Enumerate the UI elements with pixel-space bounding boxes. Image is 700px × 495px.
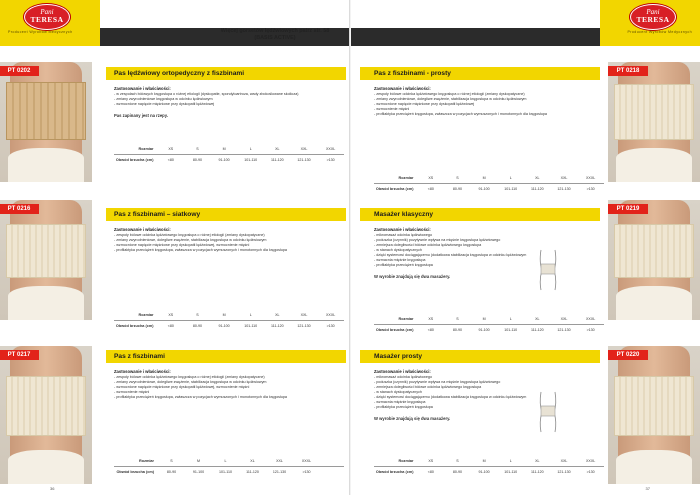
usage-line: - profilaktyka przeciążeń kręgosłupa, zwłaszcza w pozycjach wymuszonych i monotonnych dla kręgosłupa [374,111,547,116]
size-header-label: Rozmiar [398,176,414,180]
size-header-row [114,456,344,466]
size-header-cell: XS [168,147,174,151]
size-header-cell: L [249,147,252,151]
size-cell: 101-110 [244,158,258,162]
size-cell: 121-130 [557,470,571,474]
size-header-cell: M [482,176,486,180]
logo-line-1: Pani [40,8,54,16]
size-header-cell: S [196,147,199,151]
size-cell: 91-100 [478,470,490,474]
size-cell: >130 [326,324,335,328]
size-header-cell: S [456,317,459,321]
size-header-cell: XXXL [586,459,596,463]
size-row-label: Obwód brzucha (cm) [115,324,154,328]
size-cell: 91-100 [478,328,490,332]
size-header-label: Rozmiar [139,459,154,463]
product-photo [608,200,700,320]
torso-outline-illustration [535,248,561,292]
usage-line: - zespoły bólowe odcinka lędźwiowego kręgosłupa o różnej etiologii (zmiany dyskopatyczne) [114,232,265,237]
usage-line: - wzmocnione napięcie mięśniowe przy dyskopatii lędźwiowej, wzmocnienie mięśni [114,242,250,247]
size-header-cell: XXL [300,147,308,151]
size-table [374,173,604,194]
size-cell: 121-130 [557,187,571,191]
size-header-row [114,310,344,320]
product-description [374,227,598,279]
size-cell: 80-90 [452,187,463,191]
size-header-cell: S [196,313,199,317]
size-header-cell: XXXL [326,313,336,317]
product-section [106,208,346,338]
size-cell: 111-120 [271,158,284,162]
size-header-cell: L [249,313,252,317]
product-title-bar [106,208,346,221]
cross-reference-note [195,28,350,42]
size-table [374,314,604,335]
product-title-bar [360,208,600,221]
product-description [114,227,338,253]
size-header-cell: XXXL [326,147,336,151]
size-header-row [114,144,344,154]
extra-note: W wyrobie znajdują się dwa masażery. [374,415,451,421]
product-code-tag: PT 0217 [0,350,39,360]
size-header-cell: XXL [560,459,568,463]
product-description [114,86,338,118]
product-title-bar [360,67,600,80]
size-header-cell: XXXL [301,459,312,463]
size-cell: 101-110 [504,470,518,474]
size-header-cell: S [456,176,459,180]
extra-note: Pas zapinany jest na rzepy. [114,112,168,118]
product-code-tag: PT 0216 [0,204,39,214]
usage-line: - poduszka (czynnik) pozytywnie wpływa na mięśnie kręgosłupa lędźwiowego [374,379,501,384]
size-header-cell: XS [428,459,434,463]
size-header-cell: XXL [300,313,308,317]
product-title: Masażer prosty [374,353,423,360]
size-cell: >130 [586,328,595,332]
header-dark-strip [350,28,600,46]
product-title-bar [106,67,346,80]
size-header-cell: XL [535,176,540,180]
size-table [114,456,344,477]
size-header-cell: XL [535,317,540,321]
size-cell: <80 [427,470,434,474]
usage-heading: Zastosowanie i właściwości: [114,369,171,374]
size-cell: 111-120 [531,187,544,191]
size-header-cell: M [482,317,486,321]
size-cell: 80-90 [452,328,463,332]
note-line-2: (BASIS ACTIVE) [254,35,296,42]
size-header-cell: S [456,459,459,463]
usage-line: - zmiany zwyrodnieniowe, dolegliwe zwężenie, stabilizacja kręgosłupa w odcinku lędźwiowym [114,237,267,242]
brand-tagline: Producent Wyrobów Medycznych [627,30,692,34]
size-header-cell: XS [168,313,174,317]
product-title: Pas z fiszbinami - prosty [374,70,451,77]
usage-line: - zmiany zwyrodnieniowe, dolegliwe zwężenie, stabilizacja kręgosłupa w odcinku lędźwiowym [374,96,527,101]
product-photo [0,200,92,320]
size-header-cell: L [509,317,512,321]
size-value-row [114,154,344,165]
usage-line: - wzmacnia mięśnie kręgosłupa [374,399,426,404]
size-row-label: Obwód brzucha (cm) [375,470,414,474]
size-header-label: Rozmiar [398,459,414,463]
size-header-cell: XXL [560,317,568,321]
size-cell: 80-90 [452,470,463,474]
size-cell: 101-110 [504,328,518,332]
note-line-1: Więcej gorsetów lędźwiowych patrz str. 58 [220,28,330,34]
size-row-label: Obwód brzucha (cm) [375,328,414,332]
product-section [360,350,600,480]
size-header-cell: XXL [276,459,283,463]
usage-line: - zespoły bólowe odcinka lędźwiowego kręgosłupa o różnej etiologii (zmiany dyskopatyczne) [114,374,265,379]
size-cell: 80-90 [192,324,203,328]
size-cell: 80-90 [192,158,203,162]
size-value-row [374,183,604,194]
size-cell: 101-110 [244,324,258,328]
size-cell: 121-130 [557,328,571,332]
size-header-cell: L [509,176,512,180]
usage-heading: Zastosowanie i właściwości: [114,86,171,91]
usage-heading: Zastosowanie i właściwości: [114,227,171,232]
usage-line: - zmiany zwyrodnieniowe, dolegliwe zwężenie, stabilizacja kręgosłupa w odcinku lędźwiowym [114,379,267,384]
product-photo [0,346,92,484]
size-cell: >130 [586,470,595,474]
usage-line: - profilaktyka przeciążeń kręgosłupa [374,262,433,267]
size-cell: <80 [427,187,434,191]
usage-line: - w zespołach bólowych kręgosłupa o różnej etiologii (dyskopatie, spondyloartroza, wady zbokoślowane skolioza) [114,91,299,96]
size-row-label: Obwód brzucha (cm) [116,470,154,474]
usage-line: - w stanach dyskopatycznych [374,389,422,394]
usage-line: - profilaktyka przeciążeń kręgosłupa [374,404,433,409]
usage-line: - w stanach dyskopatycznych [374,247,422,252]
product-photo [608,346,700,484]
product-title: Masażer klasyczny [374,211,434,218]
size-cell: <80 [167,324,174,328]
usage-line: - zmiany zwyrodnieniowe kręgosłupa w odcinku lędźwiowym [114,96,213,101]
product-section [360,208,600,338]
size-cell: 121-130 [297,158,311,162]
product-title-bar [106,350,346,363]
right-page [350,0,700,495]
size-header-cell: XS [428,317,434,321]
product-title: Pas z fiszbinami [114,353,165,360]
size-row-label: Obwód brzucha (cm) [115,158,154,162]
product-title: Pas lędźwiowy ortopedyczny z fiszbinami [114,70,245,77]
size-cell: <80 [167,158,174,162]
size-header-label: Rozmiar [138,313,154,317]
size-cell: 101-110 [219,470,232,474]
product-code-tag: PT 0202 [0,66,39,76]
extra-note: W wyrobie znajdują się dwa masażery. [374,273,451,279]
size-header-cell: XXXL [586,317,596,321]
size-header-cell: XXL [560,176,568,180]
size-header-row [374,314,604,324]
usage-line: - wzmocnienie mięśni [374,106,410,111]
brand-logo [630,4,676,30]
brand-logo [24,4,70,30]
size-header-cell: XS [428,176,434,180]
logo-line-2: TERESA [30,15,64,24]
product-code-tag: PT 0219 [608,204,648,214]
usage-line: - wzmacnia mięśnie kręgosłupa [374,257,426,262]
size-value-row [114,466,344,477]
size-header-cell: XL [535,459,540,463]
size-header-cell: XL [250,459,255,463]
logo-line-2: TERESA [636,15,670,24]
size-header-cell: XL [275,313,280,317]
size-cell: 91-100 [218,158,230,162]
size-row-label: Obwód brzucha (cm) [375,187,414,191]
page-number: 36 [50,486,55,491]
logo-line-1: Pani [646,8,660,16]
torso-outline-illustration [535,390,561,434]
size-header-cell: XL [275,147,280,151]
usage-line: - zespoły bólowe odcinka lędźwiowego kręgosłupa o różnej etiologii (zmiany dyskopatyczne) [374,91,525,96]
product-title-bar [360,350,600,363]
usage-heading: Zastosowanie i właściwości: [374,227,431,232]
size-header-cell: XXXL [586,176,596,180]
size-header-row [374,173,604,183]
usage-heading: Zastosowanie i właściwości: [374,86,431,91]
usage-line: - wzmocnienie mięśni [114,389,150,394]
book-spine [349,0,351,495]
size-header-label: Rozmiar [398,317,414,321]
size-cell: 101-110 [504,187,518,191]
size-cell: 111-120 [271,324,284,328]
usage-line: - profilaktyka przeciążeń kręgosłupa, zwłaszcza w pozycjach wymuszonych i monotonnych dla kręgosłupa [114,247,287,252]
product-code-tag: PT 0218 [608,66,648,76]
usage-line: - poduszka (czynnik) pozytywnie wpływa na mięśnie kręgosłupa lędźwiowego [374,237,501,242]
usage-line: - wzmocnione napięcie mięśniowe przy dyskopatii lędźwiowej [114,101,215,106]
usage-line: - wzmocnione napięcie mięśniowe przy dyskopatii lędźwiowej [374,101,475,106]
product-section [106,350,346,480]
size-header-cell: S [170,459,173,463]
size-cell: 91-100 [218,324,230,328]
brand-tagline: Producent Wyrobów Medycznych [8,30,73,34]
usage-line: - zmniejsza dolegliwości bólowe odcinka lędźwiowego kręgosłupa [374,384,482,389]
size-cell: 111-120 [246,470,259,474]
usage-line: - mikromasaż odcinka lędźwiowego [374,232,432,237]
size-table [374,456,604,477]
product-title: Pas z fiszbinami – siatkowy [114,211,201,218]
size-header-cell: L [224,459,227,463]
product-code-tag: PT 0220 [608,350,648,360]
size-header-label: Rozmiar [138,147,154,151]
size-cell: 91-100 [192,470,205,474]
product-section [106,67,346,195]
size-cell: 80-90 [166,470,177,474]
size-value-row [114,320,344,331]
size-table [114,144,344,165]
size-cell: 111-120 [531,328,544,332]
product-description [374,86,598,117]
usage-line: - mikromasaż odcinka lędźwiowego [374,374,432,379]
size-header-row [374,456,604,466]
usage-line: - wzmocnione napięcie mięśniowe przy dyskopatii lędźwiowej, wzmocnienie mięśni [114,384,250,389]
size-header-cell: M [197,459,200,463]
product-description [114,369,338,400]
size-header-cell: M [222,147,226,151]
usage-line: - dzięki systemowi dociągającemu (dodatkowa stabilizacja kręgosłupa w odcinku lędźwiowym [374,394,527,399]
product-section [360,67,600,195]
size-cell: <80 [427,328,434,332]
usage-line: - dzięki systemowi dociągającemu (dodatkowa stabilizacja kręgosłupa w odcinku lędźwiowym [374,252,527,257]
size-cell: >130 [586,187,595,191]
size-header-cell: M [222,313,226,317]
size-value-row [374,324,604,335]
size-value-row [374,466,604,477]
size-cell: >130 [326,158,335,162]
size-cell: 91-100 [478,187,490,191]
size-table [114,310,344,331]
usage-heading: Zastosowanie i właściwości: [374,369,431,374]
product-photo [608,62,700,182]
usage-line: - profilaktyka przeciążeń kręgosłupa, zwłaszcza w pozycjach wymuszonych i monotonnych dla kręgosłupa [114,394,287,399]
size-cell: 111-120 [531,470,544,474]
size-header-cell: M [482,459,486,463]
usage-line: - zmniejsza dolegliwości bólowe odcinka lędźwiowego kręgosłupa [374,242,482,247]
size-header-cell: L [509,459,512,463]
size-cell: >130 [302,470,311,474]
page-number: 37 [645,486,650,491]
product-photo [0,62,92,182]
size-cell: 121-130 [297,324,311,328]
product-description [374,369,598,421]
size-cell: 121-130 [272,470,287,474]
